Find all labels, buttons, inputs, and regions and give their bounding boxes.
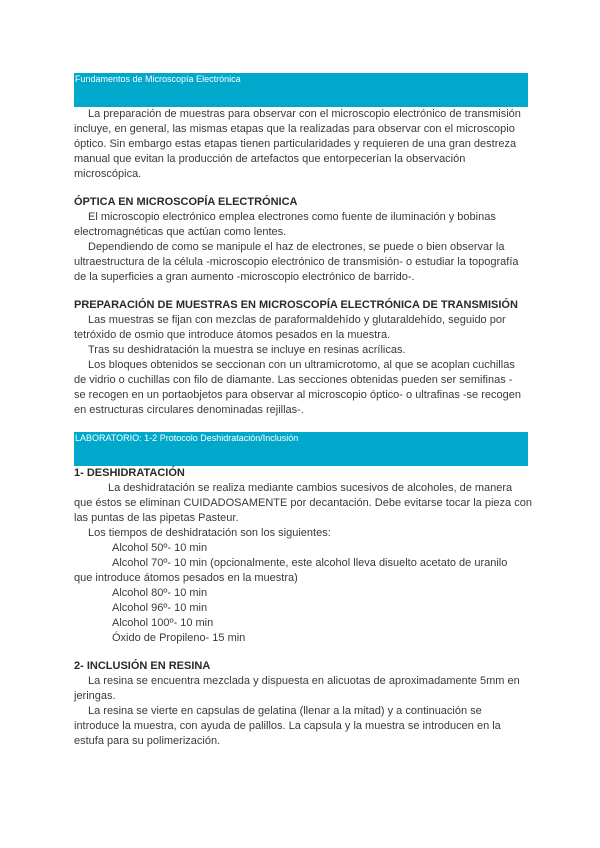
section-banner: Fundamentos de Microscopía Electrónica xyxy=(74,73,528,107)
text-line: de la superficies a gran aumento -microscopio electrónico de barrido-. xyxy=(74,271,415,283)
text-line: La resina se encuentra mezclada y dispuesta en alicuotas de aproximadamente 5mm en xyxy=(88,675,520,687)
text-line: ultraestructura de la célula -microscopio electrónico de transmisión- o estudiar la topografía xyxy=(74,256,519,268)
text-line: La deshidratación se realiza mediante cambios sucesivos de alcoholes, de manera xyxy=(108,482,513,494)
section-heading: PREPARACIÓN DE MUESTRAS EN MICROSCOPÍA ELECTRÓNICA DE TRANSMISIÓN xyxy=(74,299,518,311)
text-line: óptico. Sin embargo estas etapas tienen particularidades y requieren de una gran destreza xyxy=(74,138,517,150)
text-line: Alcohol 100º- 10 min xyxy=(112,617,214,629)
text-line: estufa para su polimerización. xyxy=(74,735,221,747)
paragraph xyxy=(74,674,528,749)
section-banner: LABORATORIO: 1-2 Protocolo Deshidratación/Inclusión xyxy=(74,432,528,466)
text-line: electromagnéticas que actúan como lentes. xyxy=(74,226,287,238)
text-line: Tras su deshidratación la muestra se incluye en resinas acrílicas. xyxy=(88,344,406,356)
text-line: las puntas de las pipetas Pasteur. xyxy=(74,512,239,524)
text-line: tetróxido de osmio que introduce átomos pesados en la muestra. xyxy=(74,329,391,341)
section-heading: ÓPTICA EN MICROSCOPÍA ELECTRÓNICA xyxy=(74,196,298,208)
text-line: que éstos se eliminan CUIDADOSAMENTE por decantación. Debe evitarse tocar la pieza con xyxy=(74,497,532,509)
text-line: El microscopio electrónico emplea electrones como fuente de iluminación y bobinas xyxy=(88,211,496,223)
text-line: incluye, en general, las mismas etapas que la realizadas para observar con el microscopio xyxy=(74,123,515,135)
text-line: Alcohol 50º- 10 min xyxy=(112,542,208,554)
paragraph xyxy=(74,107,528,182)
text-line: microscópica. xyxy=(74,168,142,180)
text-line: introduce la muestra, con ayuda de palillos. La capsula y la muestra se introducen en la xyxy=(74,720,501,732)
text-line: Alcohol 70º- 10 min (opcionalmente, este alcohol lleva disuelto acetato de uranilo xyxy=(112,557,508,569)
text-line: Los tiempos de deshidratación son los siguientes: xyxy=(88,527,331,539)
text-line: Dependiendo de como se manipule el haz de electrones, se puede o bien observar la xyxy=(88,241,505,253)
text-line: Las muestras se fijan con mezclas de paraformaldehído y glutaraldehído, seguido por xyxy=(88,314,506,326)
text-line: manual que evitan la producción de artefactos que entorpecerían la observación xyxy=(74,153,466,165)
text-line: Alcohol 80º- 10 min xyxy=(112,587,208,599)
text-line: La resina se vierte en capsulas de gelatina (llenar a la mitad) y a continuación se xyxy=(88,705,482,717)
paragraph xyxy=(74,481,532,646)
text-line: La preparación de muestras para observar con el microscopio electrónico de transmisión xyxy=(88,108,521,120)
paragraph xyxy=(74,313,528,418)
text-line: Alcohol 96º- 10 min xyxy=(112,602,208,614)
text-line: se recogen en un portaobjetos para observar al microscopio óptico- o ultrafinas -se recogen xyxy=(74,389,521,401)
paragraph xyxy=(74,210,528,285)
text-line: de vidrio o cuchillas con filo de diamante. Las secciones obtenidas pueden ser semifinas - xyxy=(74,374,513,386)
document-page xyxy=(74,73,532,749)
text-line: jeringas. xyxy=(74,690,116,702)
text-line: Óxido de Propileno- 15 min xyxy=(112,632,246,644)
section-heading: 1- DESHIDRATACIÓN xyxy=(74,467,185,479)
section-heading: 2- INCLUSIÓN EN RESINA xyxy=(74,660,211,672)
text-line: Los bloques obtenidos se seccionan con un ultramicrotomo, al que se acoplan cuchillas xyxy=(88,359,515,371)
text-line: en estructuras circulares denominadas rejillas-. xyxy=(74,404,304,416)
text-line: que introduce átomos pesados en la muestra) xyxy=(74,572,298,584)
